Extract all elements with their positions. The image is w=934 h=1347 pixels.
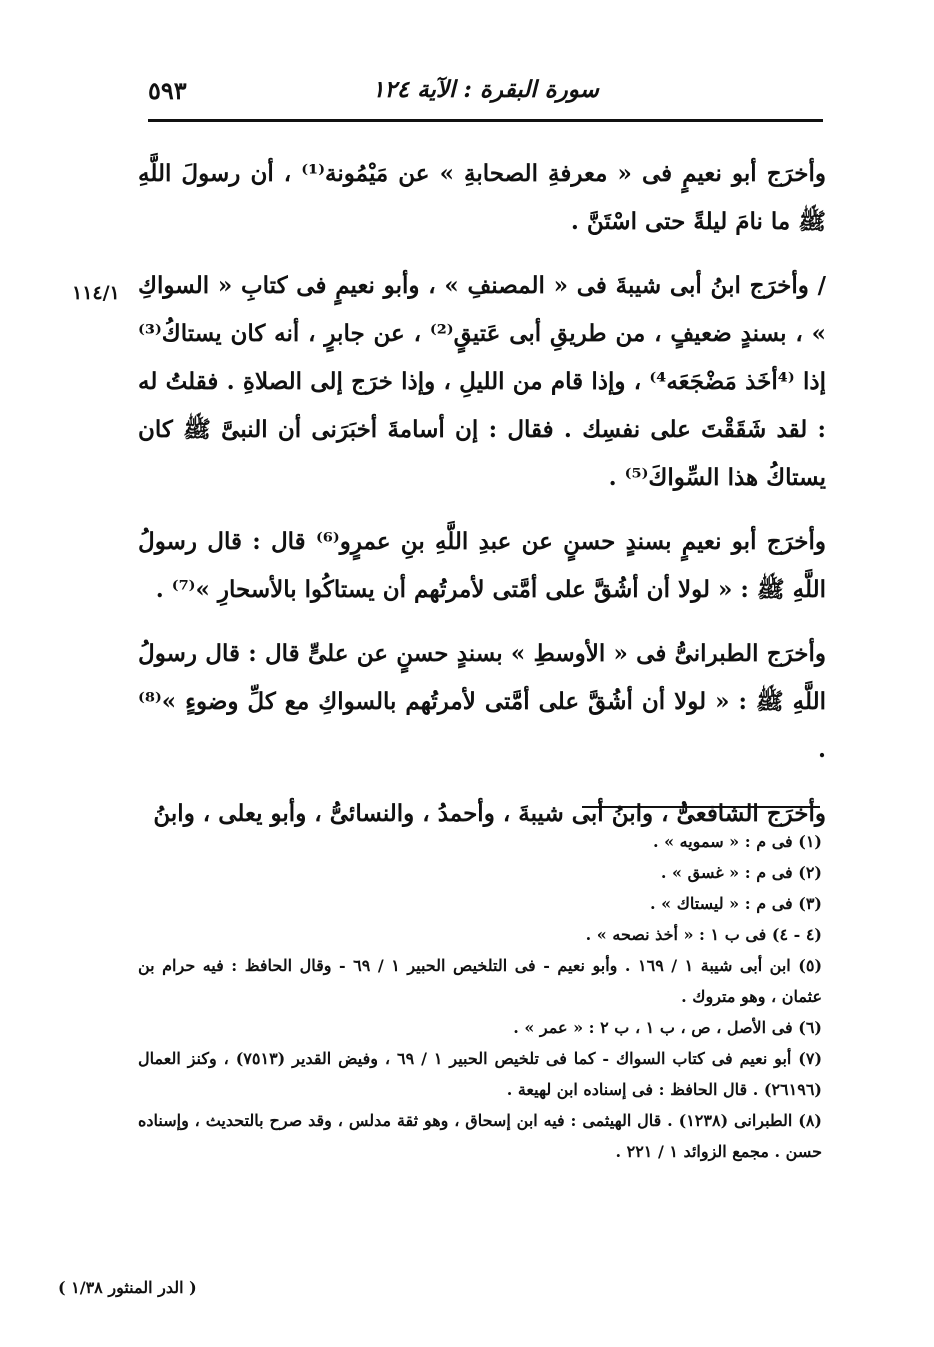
- footnote: (٢) فى م : « غسق » .: [660, 863, 822, 882]
- footnote: (٣) فى م : « ليستاك » .: [650, 894, 822, 913]
- footnote: (٥) ابن أبى شيبة ١ / ١٦٩ . وأبو نعيم - فى التلخيص الحبير ١ / ٦٩ - وقال الحافظ : فيه حرام بن عثمان ، وهو متروك .: [138, 956, 823, 1006]
- footnotes: [138, 826, 822, 1167]
- paragraph: وأخرَج أبو نعيمٍ بسندٍ حسنٍ عن عبدِ اللَّهِ بنِ عمرٍو⁽⁶⁾ قال : قال رسولُ اللَّهِ ﷺ : « لولا أن أشُقَّ على أمَّتى لأمرتُهم أن يستاكُوا بالأسحارِ »⁽⁷⁾ .: [138, 528, 826, 603]
- page-number: ٥٩٣: [148, 76, 187, 105]
- paragraph: وأخرَج أبو نعيمٍ فى « معرفةِ الصحابةِ » عن مَيْمُونة⁽¹⁾ ، أن رسولَ اللَّهِ ﷺ ما نامَ ليلةً حتى اسْتَنَّ .: [138, 160, 826, 235]
- footnote: (١) فى م : « سمويه » .: [652, 832, 822, 851]
- running-title: سورة البقرة : الآية ١٢٤: [372, 76, 599, 103]
- paragraph: وأخرَج الشافعىُّ ، وابنُ أبى شيبةَ ، وأحمدُ ، والنسائىُّ ، وأبو يعلى ، وابنُ: [153, 800, 826, 827]
- footnote-divider: [582, 806, 820, 808]
- footnote: (٧) أبو نعيم فى كتاب السواك - كما فى تلخيص الحبير ١ / ٦٩ ، وفيض القدير (٧٥١٣) ، وكنز العمال (٢٦١٩٦) . قال الحافظ : فى إسناده ابن لهيعة .: [138, 1049, 823, 1099]
- source-reference: ( الدر المنثور ١/٣٨ ): [58, 1278, 197, 1297]
- margin-reference: ١١٤/١: [72, 282, 120, 304]
- main-text: [138, 150, 826, 854]
- paragraph: وأخرَج الطبرانىُّ فى « الأوسطِ » بسندٍ حسنٍ عن علىٍّ قال : قال رسولُ اللَّهِ ﷺ : « لولا أن أشُقَّ على أمَّتى لأمرتُهم بالسواكِ مع كلِّ وضوءٍ »⁽⁸⁾ .: [138, 640, 826, 763]
- footnote: (٦) فى الأصل ، ص ، ب ١ ، ب ٢ : « عمر » .: [513, 1018, 822, 1037]
- paragraph: / وأخرَج ابنُ أبى شيبةَ فى « المصنفِ » ، وأبو نعيمٍ فى كتابِ « السواكِ » ، بسندٍ ضعيفٍ ، من طريقِ أبى عَتيقٍ⁽²⁾ ، عن جابرٍ ، أنه كان يستاكُ⁽³⁾ إذا ⁽⁴أخَذ مَضْجَعَه⁴⁾ ، وإذا قام من الليلِ ، وإذا خرَج إلى الصلاةِ . فقلتُ له : لقد شَقَقْتَ على نفسِك . فقال : إن أسامةَ أخبَرَنى أن النبىَّ ﷺ كان يستاكُ هذا السِّواكَ⁽⁵⁾ .: [138, 272, 826, 491]
- page-header: [148, 70, 823, 122]
- footnote: (٤ - ٤) فى ب ١ : « أخذ نصحه » .: [585, 925, 822, 944]
- footnote: (٨) الطبرانى (١٢٣٨) . قال الهيثمى : فيه ابن إسحاق ، وهو ثقة مدلس ، وقد صرح بالتحديث ، وإسناده حسن . مجمع الزوائد ١ / ٢٢١ .: [138, 1111, 822, 1161]
